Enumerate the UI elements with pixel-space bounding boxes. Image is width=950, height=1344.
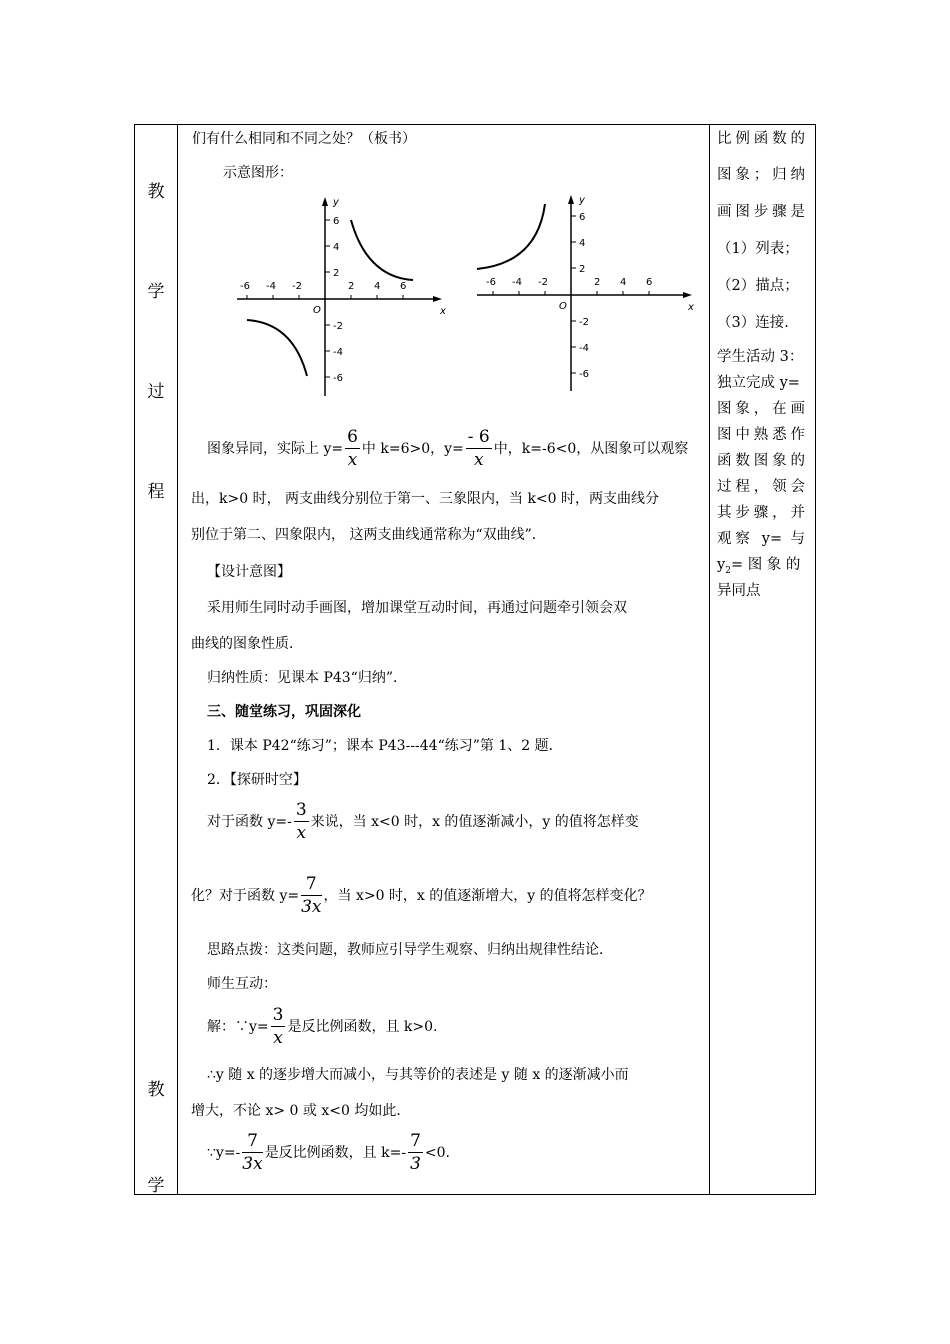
fraction-numerator: 3 [272,1005,284,1025]
left-label-char: 学 [147,282,165,302]
fraction-denominator: x [347,450,358,470]
fraction [242,1133,262,1173]
y-tick-label: -2 [579,317,589,328]
fraction-denominator: x [273,1028,283,1048]
text-line: 出，k>0 时， 两支曲线分别位于第一、三象限内，当 k<0 时，两支曲线分 [191,491,660,507]
text-run: 对于函数 y=- [207,814,292,830]
x-tick-label: -6 [486,277,496,288]
section-heading: 三、随堂练习，巩固深化 [207,704,361,720]
left-label-char: 教 [147,1080,165,1100]
text-run: <0. [424,1145,451,1161]
origin-label: O [559,301,567,312]
text-line: 别位于第二、四象限内， 这两支曲线通常称为“双曲线”． [191,527,546,543]
main-content [187,125,707,1196]
fraction-numerator: - 6 [467,427,490,447]
fraction [466,429,492,469]
side-note-line: 学生活动 3： [717,349,804,365]
y-axis-label: y [579,195,585,206]
side-note-line: 图中熟悉作 [717,427,805,443]
side-note-line: 画图步骤是 [717,204,805,220]
x-axis-label: x [440,306,446,317]
y-tick-label: -4 [333,347,343,358]
side-note-line: 比例函数的 [717,131,805,147]
lesson-table [134,124,816,1195]
y-tick-label: -6 [333,373,343,384]
x-tick-label: -2 [538,277,548,288]
text-line: 增大，不论 x> 0 或 x<0 均如此． [191,1103,411,1119]
left-label-char: 过 [147,382,165,402]
side-note-line: 图象；归纳 [717,167,805,183]
column-divider [709,125,710,1194]
y-tick-label: 2 [333,268,340,279]
text-run: 是反比例函数，且 k>0. [287,1019,438,1035]
x-tick-label: 6 [646,277,653,288]
fraction [271,1007,286,1047]
y-tick-label: -2 [333,321,343,332]
side-note-line: 观察 y= 与 [717,531,805,547]
left-label-char: 学 [147,1176,165,1196]
column-divider [177,125,178,1194]
side-note-line: 异同点 [717,583,761,599]
y-tick-label: -4 [579,343,589,354]
text-line: 们有什么相同和不同之处？（板书） [192,131,416,147]
text-run: 是反比例函数，且 k=- [264,1145,407,1161]
side-note-run: = 图 象 的 [730,557,801,573]
y-tick-label: 2 [579,264,586,275]
text-line: 采用师生同时动手画图，增加课堂互动时间，再通过问题牵引领会双 [207,600,627,616]
hyperbola-graphs [237,191,707,401]
fraction [345,429,360,469]
y-tick-label: -6 [579,369,589,380]
fraction-numerator: 3 [295,800,307,820]
graph-positive-k [237,197,442,396]
fraction-denominator: 3x [301,897,322,917]
side-note-run: y [717,557,726,573]
y-tick-label: 6 [333,216,340,227]
side-note-line: 过程，领会 [717,479,805,495]
text-run: ∵y=- [207,1145,241,1161]
text-line: 2．【探研时空】 [207,772,307,788]
text-run: 来说，当 x<0 时，x 的值逐渐减小，y 的值将怎样变 [310,814,639,830]
fraction-denominator: x [473,450,484,470]
left-label-char: 程 [147,482,165,502]
fraction [301,876,321,916]
x-tick-label: -6 [240,281,250,292]
side-note-line: （3）连接. [717,315,789,331]
text-run: 化？对于函数 y= [191,888,300,904]
x-tick-label: 2 [594,277,601,288]
text-run: 中 k=6>0，y= [361,441,464,457]
text-line: 归纳性质：见课本 P43“归纳”． [207,670,407,686]
x-tick-label: 4 [374,281,381,292]
fraction [294,802,309,842]
text-line: 师生互动： [207,976,277,992]
text-run: 图象异同，实际上 y= [207,441,344,457]
x-axis-label: x [688,302,694,313]
y-axis-label: y [333,197,339,208]
x-tick-label: -4 [266,281,276,292]
x-tick-label: 4 [620,277,627,288]
y-tick-label: 6 [579,212,586,223]
solution-line [207,1007,438,1047]
graph-negative-k [477,195,692,391]
text-line: 示意图形： [223,165,293,181]
fraction-numerator: 7 [410,1131,421,1151]
text-line: 1．课本 P42“练习”；课本 P43---44“练习”第 1、2 题． [207,738,563,754]
question-line [207,802,639,842]
side-note-line: 函数图象的 [717,453,805,469]
text-run: 解：∵y= [207,1019,269,1035]
side-note-subscript: 2 [725,565,731,576]
left-label-char: 教 [147,182,165,202]
x-tick-label: -4 [512,277,522,288]
fraction-numerator: 7 [242,1133,262,1153]
x-tick-label: 2 [348,281,355,292]
question-line [191,876,652,916]
y-tick-label: 4 [333,242,340,253]
fraction-numerator: 6 [347,427,358,447]
x-tick-label: -2 [292,281,302,292]
side-note-line: （2）描点； [717,278,799,294]
y-tick-label: 4 [579,238,586,249]
side-notes [717,125,807,1196]
solution-line [207,1133,450,1173]
text-run: ，当 x>0 时，x 的值逐渐增大，y 的值将怎样变化？ [323,888,652,904]
text-line: 曲线的图象性质． [191,636,303,652]
text-line: 思路点拨：这类问题，教师应引导学生观察、归纳出规律性结论． [207,942,613,958]
text-run: 中，k=-6<0，从图象可以观察 [493,441,689,457]
side-note-line: （1）列表； [717,241,799,257]
fraction-denominator: 3x [242,1154,263,1174]
fraction-denominator: 3 [410,1154,421,1174]
text-line: ∴y 随 x 的逐步增大而减小，与其等价的表述是 y 随 x 的逐渐减小而 [207,1067,629,1083]
origin-label: O [313,305,321,316]
design-heading: 【设计意图】 [207,564,291,580]
side-note-line: 独立完成 y= [717,375,800,391]
fraction-numerator: 7 [301,876,321,896]
side-note-line: 图象，在画 [717,401,805,417]
paragraph-line [207,429,688,469]
side-note-line: 其步骤，并 [717,505,805,521]
fraction [408,1133,423,1173]
fraction-denominator: x [296,823,307,843]
x-tick-label: 6 [400,281,407,292]
